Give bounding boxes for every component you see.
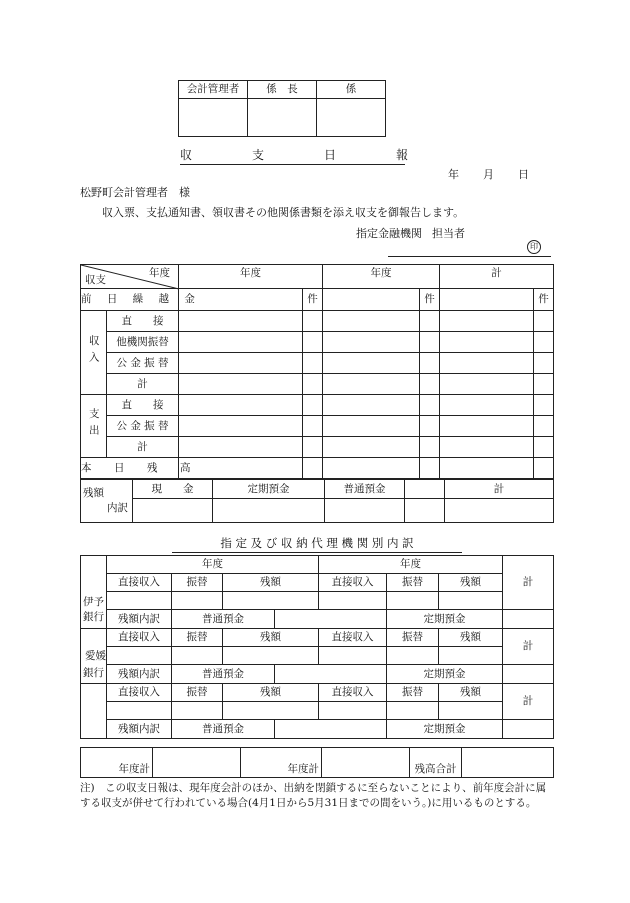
- bank2-ordinary: 普通預金: [172, 665, 275, 684]
- bank2-remain-2: 残額: [439, 629, 503, 647]
- income-public-ken-2[interactable]: [420, 353, 440, 374]
- income-direct-ken-3[interactable]: [534, 311, 554, 332]
- sub-total-head-2: 計: [503, 629, 554, 665]
- bank1-remain-1: 残額: [223, 574, 319, 592]
- income-public-3[interactable]: [440, 353, 534, 374]
- bank1-direct-1: 直接収入: [107, 574, 172, 592]
- expense-group-label: [81, 395, 107, 458]
- expense-subtotal-1[interactable]: [179, 437, 303, 458]
- expense-direct-2[interactable]: [323, 395, 420, 416]
- income-other-3[interactable]: [440, 332, 534, 353]
- approval-seal-3[interactable]: [317, 99, 386, 137]
- balance-ken-3[interactable]: [534, 458, 554, 479]
- income-other-ken-1[interactable]: [303, 332, 323, 353]
- header-year-1: 年度: [179, 265, 323, 289]
- balance-ken-1[interactable]: [303, 458, 323, 479]
- expense-subtotal-ken-3[interactable]: [534, 437, 554, 458]
- bank2-val-5[interactable]: [387, 647, 439, 665]
- income-subtotal-3[interactable]: [440, 374, 534, 395]
- expense-public-ken-1[interactable]: [303, 416, 323, 437]
- sub-total-head-3: 計: [503, 684, 554, 720]
- bank2-remain-breakdown: 残額内訳: [107, 665, 172, 684]
- expense-direct-ken-2[interactable]: [420, 395, 440, 416]
- date-year: 年: [448, 168, 459, 181]
- header-year-2: 年度: [323, 265, 440, 289]
- bank1-direct-2: 直接収入: [319, 574, 387, 592]
- income-group-label: [81, 311, 107, 395]
- header-total: 計: [440, 265, 554, 289]
- breakdown-blank-value[interactable]: [405, 499, 445, 523]
- expense-public-1[interactable]: [179, 416, 303, 437]
- approval-seal-2[interactable]: [248, 99, 317, 137]
- bank1-remain-2: 残額: [439, 574, 503, 592]
- bank2-val-3[interactable]: [223, 647, 319, 665]
- expense-public-label: 公 金 振 替: [107, 416, 179, 437]
- footer-balance-total-label: 残高合計: [410, 748, 462, 778]
- carry-amount-2[interactable]: [323, 289, 420, 311]
- header-year-label: 年度: [149, 267, 170, 279]
- bank3-direct-1: 直接収入: [107, 684, 172, 702]
- bank2-val-1[interactable]: [107, 647, 172, 665]
- intro-text: 収入票、支払通知書、領収書その他関係書類を添え収支を御報告します。: [102, 206, 465, 219]
- income-public-ken-1[interactable]: [303, 353, 323, 374]
- income-subtotal-label: 計: [107, 374, 179, 395]
- sub-title: 指 定 及 び 収 納 代 理 機 関 別 内 訳: [172, 535, 462, 553]
- income-vertical-text: 収入: [87, 334, 100, 368]
- carry-ken-1: 件: [303, 289, 323, 311]
- bank1-remain-breakdown: 残額内訳: [107, 610, 172, 629]
- expense-subtotal-label: 計: [107, 437, 179, 458]
- footer-year-total-value-2[interactable]: [322, 748, 410, 778]
- breakdown-total-value[interactable]: [445, 499, 554, 523]
- income-other-ken-3[interactable]: [534, 332, 554, 353]
- approval-table: [178, 80, 386, 137]
- bank3-transfer-2: 振替: [387, 684, 439, 702]
- income-subtotal-ken-2[interactable]: [420, 374, 440, 395]
- income-subtotal-ken-3[interactable]: [534, 374, 554, 395]
- bank1-val-5[interactable]: [387, 592, 439, 610]
- balance-1[interactable]: [179, 458, 303, 479]
- bank1-ordinary-value[interactable]: [275, 610, 387, 629]
- breakdown-label-2: 内訳: [107, 502, 128, 514]
- expense-direct-3[interactable]: [440, 395, 534, 416]
- income-other-ken-2[interactable]: [420, 332, 440, 353]
- bank1-transfer-2: 振替: [387, 574, 439, 592]
- expense-subtotal-3[interactable]: [440, 437, 534, 458]
- bank3-ordinary-value[interactable]: [275, 720, 387, 739]
- approval-head-1: 会計管理者: [179, 81, 248, 99]
- date-month: 月: [483, 168, 494, 181]
- bank1-name: [81, 592, 107, 629]
- sub-year-2: 年度: [319, 556, 503, 574]
- income-other-1[interactable]: [179, 332, 303, 353]
- bank2-val-4[interactable]: [319, 647, 387, 665]
- expense-public-ken-3[interactable]: [534, 416, 554, 437]
- bank2-ordinary-value[interactable]: [275, 665, 387, 684]
- expense-direct-ken-1[interactable]: [303, 395, 323, 416]
- bank2-fixed-value[interactable]: [503, 665, 554, 684]
- header-income-label: 収支: [85, 273, 106, 286]
- expense-direct-label: 直 接: [107, 395, 179, 416]
- footer-table: [80, 747, 554, 778]
- expense-public-3[interactable]: [440, 416, 534, 437]
- footer-balance-total-value[interactable]: [462, 748, 554, 778]
- breakdown-fixed-label: 定期預金: [213, 480, 325, 499]
- approval-head-2: 係 長: [248, 81, 317, 99]
- row-balance-label: 本 日 残 高: [81, 458, 179, 479]
- breakdown-label: [81, 480, 133, 523]
- bank1-fixed-value[interactable]: [503, 610, 554, 629]
- breakdown-ordinary-label: 普通預金: [325, 480, 405, 499]
- expense-direct-1[interactable]: [179, 395, 303, 416]
- balance-ken-2[interactable]: [420, 458, 440, 479]
- carry-ken-2: 件: [420, 289, 440, 311]
- approval-head-3: 係: [317, 81, 386, 99]
- seal-mark: 印: [527, 240, 541, 254]
- bank3-name: [81, 684, 107, 739]
- bank1-val-3[interactable]: [223, 592, 319, 610]
- expense-public-ken-2[interactable]: [420, 416, 440, 437]
- income-other-label: 他機関振替: [107, 332, 179, 353]
- footnote: 注) この収支日報は、現年度会計のほか、出納を閉鎖するに至らないことにより、前年度会計に属する収支が併せて行われている場合(4月1日から5月31日までの間をいう。)に用いるものとする。: [80, 782, 547, 809]
- header-diagonal-cell: [81, 265, 179, 289]
- bank3-val-6[interactable]: [439, 702, 503, 720]
- income-direct-ken-2[interactable]: [420, 311, 440, 332]
- footer-year-total-value-1[interactable]: [153, 748, 241, 778]
- sub-year-1: 年度: [107, 556, 319, 574]
- bank3-val-5[interactable]: [387, 702, 439, 720]
- date-day: 日: [518, 168, 529, 181]
- bank1-val-4[interactable]: [319, 592, 387, 610]
- income-subtotal-1[interactable]: [179, 374, 303, 395]
- breakdown-table: [80, 479, 554, 523]
- expense-subtotal-ken-1[interactable]: [303, 437, 323, 458]
- row-carry-label: 前 日 繰 越 金: [81, 289, 179, 311]
- bank1-fixed: 定期預金: [387, 610, 503, 629]
- bank3-fixed-value[interactable]: [503, 720, 554, 739]
- bank3-remain-1: 残額: [223, 684, 319, 702]
- bank3-ordinary: 普通預金: [172, 720, 275, 739]
- balance-3[interactable]: [440, 458, 534, 479]
- sub-table: [80, 555, 554, 739]
- approval-seal-1[interactable]: [179, 99, 248, 137]
- bank1-transfer-1: 振替: [172, 574, 223, 592]
- addressee: 松野町会計管理者 様: [80, 186, 190, 199]
- breakdown-label-1: 残額: [83, 487, 104, 499]
- bank1-ordinary: 普通預金: [172, 610, 275, 629]
- document-title: 収 支 日 報: [180, 146, 405, 165]
- income-public-1[interactable]: [179, 353, 303, 374]
- bank-label: 指定金融機関: [356, 227, 422, 240]
- bank2-direct-1: 直接収入: [107, 629, 172, 647]
- bank3-remain-2: 残額: [439, 684, 503, 702]
- income-subtotal-2[interactable]: [323, 374, 420, 395]
- expense-vertical-text: 支出: [87, 408, 100, 442]
- bank3-direct-2: 直接収入: [319, 684, 387, 702]
- bank3-fixed: 定期預金: [387, 720, 503, 739]
- bank1-val-2[interactable]: [172, 592, 223, 610]
- income-direct-3[interactable]: [440, 311, 534, 332]
- carry-ken-3: 件: [534, 289, 554, 311]
- income-direct-1[interactable]: [179, 311, 303, 332]
- bank3-val-2[interactable]: [172, 702, 223, 720]
- balance-2[interactable]: [323, 458, 420, 479]
- breakdown-cash-label: 現 金: [133, 480, 213, 499]
- breakdown-blank-head: [405, 480, 445, 499]
- bank1-val-6[interactable]: [439, 592, 503, 610]
- bank2-transfer-1: 振替: [172, 629, 223, 647]
- bank2-val-6[interactable]: [439, 647, 503, 665]
- bank2-direct-2: 直接収入: [319, 629, 387, 647]
- bank2-name: [81, 649, 107, 684]
- bank-person: 担当者: [432, 227, 465, 240]
- breakdown-total-label: 計: [445, 480, 554, 499]
- breakdown-cash-value[interactable]: [133, 499, 213, 523]
- bank1-name-2: 銀行: [83, 610, 104, 623]
- bank2-transfer-2: 振替: [387, 629, 439, 647]
- expense-public-2[interactable]: [323, 416, 420, 437]
- signature-line: [388, 256, 551, 257]
- bank2-name-2: 銀行: [83, 667, 104, 680]
- income-public-2[interactable]: [323, 353, 420, 374]
- bank1-val-1[interactable]: [107, 592, 172, 610]
- income-direct-label: 直 接: [107, 311, 179, 332]
- income-other-2[interactable]: [323, 332, 420, 353]
- carry-amount-3[interactable]: [440, 289, 534, 311]
- bank3-val-1[interactable]: [107, 702, 172, 720]
- expense-direct-ken-3[interactable]: [534, 395, 554, 416]
- bank3-transfer-1: 振替: [172, 684, 223, 702]
- bank2-name-1: 愛媛: [85, 649, 106, 662]
- main-table: [80, 264, 554, 479]
- income-direct-ken-1[interactable]: [303, 311, 323, 332]
- footer-year-total-label-2: 年度計: [241, 748, 322, 778]
- income-public-ken-3[interactable]: [534, 353, 554, 374]
- income-public-label: 公 金 振 替: [107, 353, 179, 374]
- expense-subtotal-ken-2[interactable]: [420, 437, 440, 458]
- bank2-remain-1: 残額: [223, 629, 319, 647]
- income-subtotal-ken-1[interactable]: [303, 374, 323, 395]
- bank3-remain-breakdown: 残額内訳: [107, 720, 172, 739]
- bank3-val-3[interactable]: [223, 702, 319, 720]
- footer-year-total-label-1: 年度計: [81, 748, 153, 778]
- sub-total-head-1: 計: [503, 556, 554, 610]
- bank1-name-1: 伊予: [83, 595, 104, 608]
- bank3-val-4[interactable]: [319, 702, 387, 720]
- bank2-val-2[interactable]: [172, 647, 223, 665]
- bank2-fixed: 定期預金: [387, 665, 503, 684]
- expense-subtotal-2[interactable]: [323, 437, 420, 458]
- income-direct-2[interactable]: [323, 311, 420, 332]
- breakdown-ordinary-value[interactable]: [325, 499, 405, 523]
- sub-corner: [81, 556, 107, 592]
- breakdown-fixed-value[interactable]: [213, 499, 325, 523]
